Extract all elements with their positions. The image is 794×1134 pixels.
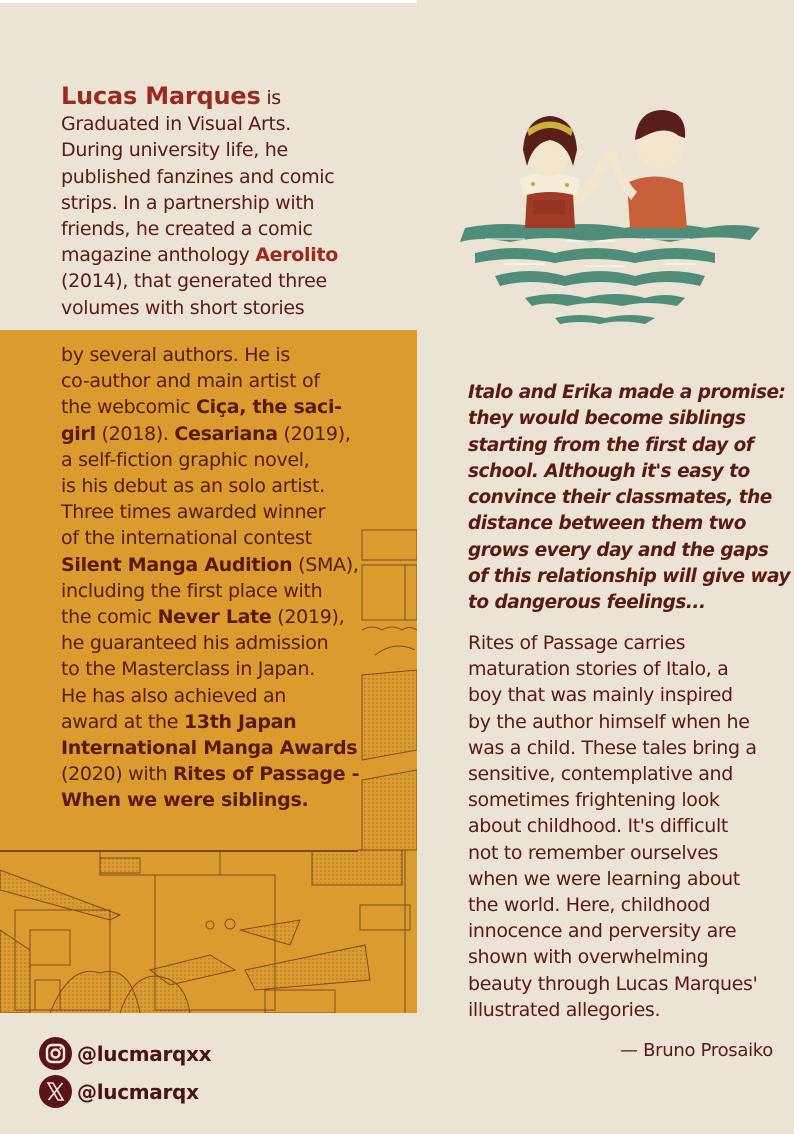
x-handle: @lucmarqx xyxy=(77,1079,199,1104)
x-link[interactable] xyxy=(39,1075,199,1108)
cica-title: Ciça, the saci- xyxy=(195,396,342,419)
aerolito-title: Aerolito xyxy=(255,244,339,267)
never-late-title: Never Late xyxy=(157,606,272,629)
rites-title: Rites of Passage - xyxy=(172,763,360,786)
review-attribution: — Bruno Prosaiko xyxy=(620,1040,773,1061)
instagram-icon xyxy=(39,1037,72,1070)
sma-title: Silent Manga Audition xyxy=(61,553,293,576)
author-bio-intro: Lucas Marques is Graduated in Visual Arts. During university life, he published fanzines and comic strips. In a partnership with friends, he created a comic magazine anthology Aerolito (2014), that generated three volumes with short stories xyxy=(61,82,339,319)
x-icon xyxy=(39,1075,72,1108)
top-strip xyxy=(0,0,417,3)
author-name: Lucas Marques xyxy=(61,82,261,110)
author-bio-continued: by several authors. He is co-author and main artist of the webcomic Ciça, the saci- girl (2018). Cesariana (2019), a self-fiction graphic novel, is his debut as an solo artist. Three times awarded winner of the international contest Silent Manga Audition (SMA), including the first place with the comic Never Late (2019), he guaranteed his admission to the Masterclass in Japan. He has also achieved an award at the 13th Japan International Manga Awards (2020) with Rites of Passage - When we were siblings. xyxy=(61,344,360,812)
award-title: 13th Japan xyxy=(183,710,297,733)
review-text: Rites of Passage carries maturation stories of Italo, a boy that was mainly inspired by the author himself when he was a child. These tales bring a sensitive, contemplative and sometimes frightening look about childhood. It's difficult not to remember ourselves when we were learning about the world. Here, childhood innocence and perversity are shown with overwhelming beauty through Lucas Marques' illustrated allegories. xyxy=(468,632,758,1021)
instagram-link[interactable] xyxy=(39,1037,211,1070)
instagram-handle: @lucmarqxx xyxy=(77,1041,212,1066)
cesariana-title: Cesariana xyxy=(174,422,278,445)
siblings-in-water-illustration xyxy=(455,88,765,338)
synopsis-quote: Italo and Erika made a promise: they would become siblings starting from the first day of school. Although it's easy to convince their classmates, the distance between them two grows every day and the gaps of this relationship will give way to dangerous feelings... xyxy=(468,382,791,614)
